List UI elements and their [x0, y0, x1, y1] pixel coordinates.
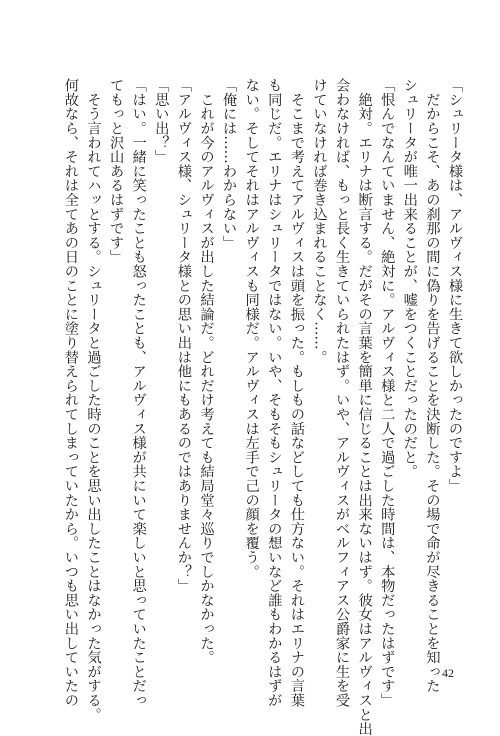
- text-line-18: 何故なら、それは全てあの日のことに塗り替えられてしまっていたから。いつも思い出していたの: [62, 78, 79, 708]
- text-line-17: そう言われてハッとする。シュリータと過ごした時のことを思い出したことはなかった気がする。: [85, 78, 102, 722]
- text-line-11: 「俺には……わからない」: [221, 78, 238, 250]
- text-line-10: ない。そしてそれはアルヴィスも同様だ。アルヴィスは左手で己の顔を覆う。: [243, 78, 260, 579]
- text-line-1: 「シュリータ様は、アルヴィス様に生きて欲しかったのですよ」: [447, 78, 463, 493]
- text-line-4: 「恨んでなんていません、絶対に。アルヴィス様と二人で過ごした時間は、本物だったはずです」: [379, 78, 396, 708]
- text-line-3: シュリータが唯一出来ることが、嘘をつくことだったのだと。: [401, 78, 418, 479]
- text-line-14: 「思い出？」: [153, 78, 170, 164]
- page-number: 42: [442, 666, 454, 680]
- text-line-12: これが今のアルヴィスが出した結論だ。どれだけ考えても結局堂々巡りでしかなかった。: [198, 78, 215, 665]
- text-line-2: だからこそ、あの刹那の間に偽りを告げることを決断した。その場で命が尽きることを知った: [424, 78, 441, 693]
- text-line-5: 絶対。エリナは断言する。だがその言葉を簡単に信じることは出来ないはず。彼女はアルヴィスと出: [356, 78, 373, 736]
- text-line-15: 「はい。一緒に笑ったことも怒ったことも、アルヴィス様が共にいて楽しいと思っていたことだっ: [130, 78, 147, 708]
- text-line-6: 会わなければ、もっと長く生きていられたはず。いや、アルヴィスがベルフィアス公爵家に生を受: [334, 78, 351, 708]
- text-line-13: 「アルヴィス様、シュリータ様との思い出は他にもあるのではありませんか？」: [175, 78, 192, 593]
- text-line-16: てもっと沢山あるはずです」: [108, 78, 125, 264]
- text-line-9: も同じだ。エリナはシュリータではない。いや、そもそもシュリータの想いなど誰もわかるはずが: [266, 78, 283, 708]
- text-line-7: けていなければ巻き込まれることなく……。: [311, 78, 328, 364]
- text-line-8: そこまで考えてアルヴィスは頭を振った。もしもの話などしても仕方ない。それはエリナの言葉: [288, 78, 305, 708]
